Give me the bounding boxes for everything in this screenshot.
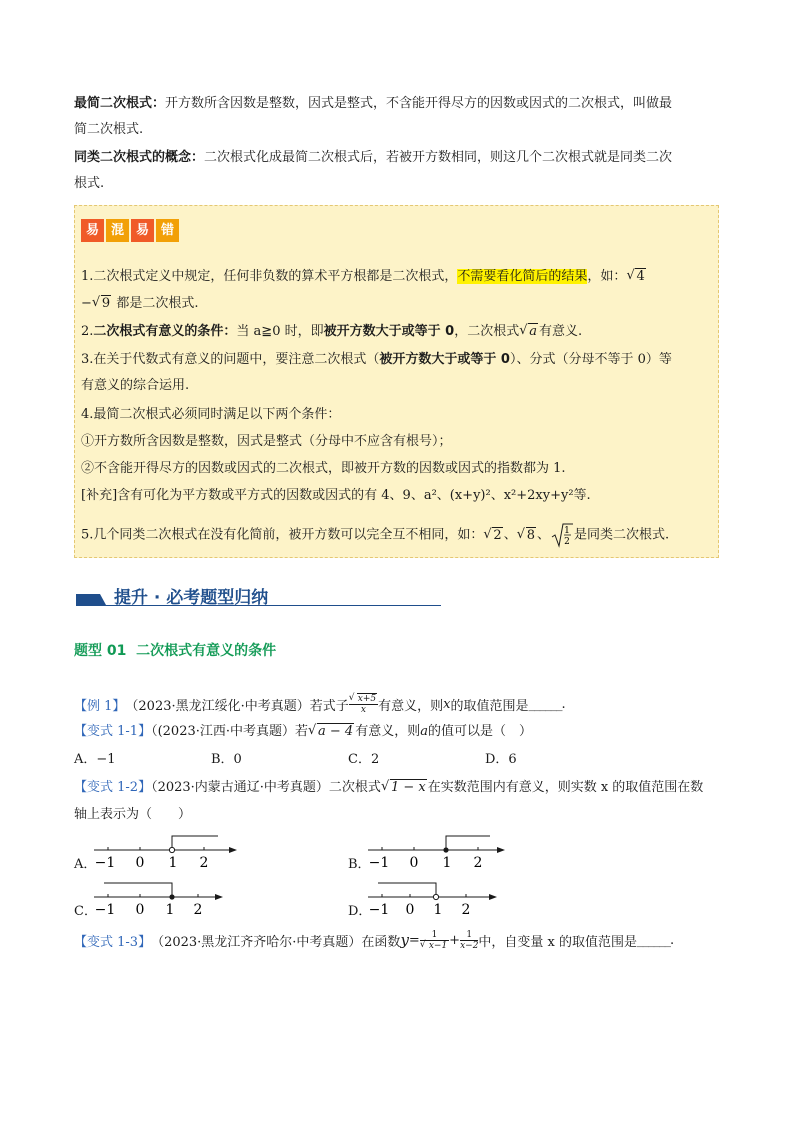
radicand: a bbox=[529, 324, 537, 339]
sqrt-a bbox=[520, 322, 538, 342]
sqrt-2 bbox=[484, 526, 502, 546]
number-line-d[interactable] bbox=[366, 880, 516, 918]
example-tail: 的取值范围是 bbox=[450, 698, 529, 714]
box-supplement: [补充]含有可化为平方数或平方式的因数或因式的有 4、9、a²、(x+y)²、x²+2xy+y²等. bbox=[81, 488, 591, 503]
type-title: 二次根式有意义的条件 bbox=[136, 643, 277, 659]
variant-1-1 bbox=[74, 722, 532, 742]
tick-label: 2 bbox=[473, 855, 483, 871]
variable-y: y bbox=[400, 931, 409, 949]
tag-char: 错 bbox=[156, 219, 179, 242]
radicand: a − 4 bbox=[318, 724, 354, 739]
box-point-5 bbox=[81, 522, 669, 548]
tick-label: −1 bbox=[368, 902, 390, 918]
box-point-3 bbox=[81, 350, 672, 370]
simplest-definition-cont: 简二次根式. bbox=[74, 122, 144, 137]
point-1-tail: ，如： bbox=[587, 269, 627, 284]
radicand: 8 bbox=[526, 527, 535, 543]
variant-tail: 的值可以是（ ） bbox=[427, 724, 532, 739]
radicand: x+5 bbox=[357, 693, 377, 704]
variant-1-3 bbox=[74, 926, 674, 954]
svg-text:1: 1 bbox=[564, 526, 570, 536]
tick-label: 2 bbox=[461, 902, 471, 918]
point-3-bold: 被开方数大于或等于 0 bbox=[379, 352, 510, 367]
numerator: 1 bbox=[431, 929, 438, 940]
number-line-c[interactable] bbox=[92, 880, 242, 918]
variant-source: （(2023·江西·中考真题）若 bbox=[151, 724, 308, 739]
option-c-label[interactable]: C． bbox=[74, 904, 97, 919]
variant-source: （2023·黑龙江齐齐哈尔·中考真题）在函数 bbox=[151, 934, 401, 950]
period: . bbox=[561, 696, 566, 712]
option-b[interactable]: B．0 bbox=[211, 752, 242, 767]
same-kind-definition-cont: 根式. bbox=[74, 176, 105, 191]
option-d[interactable]: D．6 bbox=[485, 752, 517, 767]
sqrt-8 bbox=[518, 526, 536, 546]
sqrt-9 bbox=[93, 294, 111, 314]
tick-label: 1 bbox=[168, 855, 178, 871]
variant-1-2-cont: 轴上表示为（ ） bbox=[74, 807, 192, 822]
separator: 、 bbox=[536, 527, 550, 543]
option-d-label[interactable]: D． bbox=[348, 904, 372, 919]
fraction-1-over-x2 bbox=[460, 930, 478, 951]
point-5-end: 是同类二次根式. bbox=[574, 527, 670, 543]
plus-sign: + bbox=[449, 932, 461, 948]
option-b-label[interactable]: B． bbox=[348, 857, 371, 872]
number-line-a[interactable] bbox=[92, 833, 242, 871]
variable-x: x bbox=[443, 696, 451, 712]
period: . bbox=[670, 932, 675, 948]
same-kind-definition bbox=[74, 148, 672, 168]
separator: 、 bbox=[503, 527, 517, 543]
option-a[interactable]: A．−1 bbox=[74, 752, 116, 767]
variant-tag: 【变式 1-3】 bbox=[74, 934, 152, 950]
highlight-text: 不需要看化简后的结果 bbox=[457, 269, 588, 284]
denominator: x−2 bbox=[460, 940, 479, 951]
example-tag: 【例 1】 bbox=[74, 698, 126, 714]
sqrt-x-minus-1 bbox=[421, 941, 448, 951]
svg-text:2: 2 bbox=[564, 537, 570, 547]
box-point-4: 4.最简二次根式必须同时满足以下两个条件： bbox=[81, 407, 341, 422]
fraction-1-over-sqrt bbox=[420, 930, 449, 951]
same-kind-body: 二次根式化成最简二次根式后，若被开方数相同，则这几个二次根式就是同类二次 bbox=[204, 150, 673, 165]
point-5-text: 5.几个同类二次根式在没有化简前，被开方数可以完全互不相同，如： bbox=[81, 527, 484, 543]
box-point-4-1: ①开方数所含因数是整数，因式是整式（分母中不应含有根号）； bbox=[81, 434, 452, 449]
point-2-text2: ，二次根式 bbox=[454, 324, 520, 339]
variable-a: a bbox=[420, 724, 428, 739]
option-c[interactable]: C．2 bbox=[348, 752, 380, 767]
variant-tag: 【变式 1-1】 bbox=[74, 724, 152, 739]
variant-mid: 有意义，则 bbox=[355, 724, 421, 739]
simplest-definition bbox=[74, 94, 672, 114]
type-label: 题型 01 bbox=[74, 643, 127, 659]
fraction-sqrt-x5-over-x bbox=[349, 694, 378, 715]
tick-label: 0 bbox=[135, 902, 145, 918]
denominator bbox=[420, 940, 449, 951]
box-point-2 bbox=[81, 322, 582, 342]
easy-mistake-tags bbox=[81, 219, 181, 242]
tick-label: 1 bbox=[433, 902, 443, 918]
sqrt-1-minus-x bbox=[382, 778, 427, 798]
point-3-tail: ）、分式（分母不等于 0）等 bbox=[509, 352, 672, 367]
point-2-bold2: 被开方数大于或等于 0 bbox=[323, 324, 455, 339]
numerator: 1 bbox=[466, 929, 473, 940]
radicand: 1 − x bbox=[390, 780, 426, 795]
tag-char: 易 bbox=[81, 219, 104, 242]
radicand: 4 bbox=[636, 269, 645, 284]
numerator bbox=[350, 694, 377, 704]
radicand: 9 bbox=[101, 296, 111, 311]
type-heading bbox=[74, 641, 276, 661]
box-point-4-2: ②不含能开得尽方的因数或因式的二次根式，即被开方数的因数或因式的指数都为 1. bbox=[81, 461, 566, 476]
radicand: x−1 bbox=[428, 940, 448, 951]
point-2-num: 2. bbox=[81, 324, 94, 339]
tick-label: 0 bbox=[135, 855, 145, 871]
example-mid: 有意义，则 bbox=[378, 698, 444, 714]
number-line-b[interactable] bbox=[366, 833, 516, 871]
tick-label: 1 bbox=[442, 855, 452, 871]
option-a-label[interactable]: A． bbox=[74, 857, 97, 872]
tick-label: 0 bbox=[409, 855, 419, 871]
example-source: （2023·黑龙江绥化·中考真题）若式子 bbox=[125, 698, 349, 714]
tick-label: −1 bbox=[368, 855, 390, 871]
box-point-1 bbox=[81, 267, 647, 287]
tick-label: −1 bbox=[94, 902, 116, 918]
variant-tail: 中，自变量 x 的取值范围是 bbox=[478, 934, 638, 950]
tick-label: 2 bbox=[199, 855, 209, 871]
simplest-term: 最简二次根式： bbox=[74, 96, 166, 111]
answer-blank: ______ bbox=[528, 696, 562, 712]
same-kind-term: 同类二次根式的概念： bbox=[74, 150, 205, 165]
tick-label: 1 bbox=[165, 902, 175, 918]
variant-1-2 bbox=[74, 778, 703, 798]
tag-char: 易 bbox=[131, 219, 154, 242]
variant-tail: 在实数范围内有意义，则实数 x 的取值范围在数 bbox=[427, 780, 704, 795]
simplest-body: 开方数所含因数是整数，因式是整式，不含能开得尽方的因数或因式的二次根式，叫做最 bbox=[165, 96, 673, 111]
denominator: x bbox=[349, 704, 378, 715]
equals-sign: = bbox=[408, 932, 420, 948]
section-title: 提升 · 必考题型归纳 bbox=[114, 588, 269, 608]
tag-char: 混 bbox=[106, 219, 129, 242]
tick-label: −1 bbox=[94, 855, 116, 871]
point-1-text: 1.二次根式定义中规定，任何非负数的算术平方根都是二次根式， bbox=[81, 269, 458, 284]
sqrt-a-minus-4 bbox=[309, 722, 354, 742]
point-2-end: 有意义. bbox=[538, 324, 583, 339]
point-3-text: 3.在关于代数式有意义的问题中，要注意二次根式（ bbox=[81, 352, 380, 367]
tick-label: 0 bbox=[405, 902, 415, 918]
point-1-end: 都是二次根式. bbox=[112, 296, 199, 311]
sqrt-4 bbox=[627, 267, 645, 287]
point-2-text: 当 a≧0 时，即 bbox=[236, 324, 324, 339]
variant-source: （2023·内蒙古通辽·中考真题）二次根式 bbox=[151, 780, 381, 795]
point-2-bold: 二次根式有意义的条件： bbox=[93, 324, 237, 339]
minus-sign: − bbox=[81, 296, 92, 311]
box-point-3-cont: 有意义的综合运用. bbox=[81, 378, 190, 393]
section-header bbox=[76, 585, 441, 607]
box-point-1-cont bbox=[81, 294, 198, 314]
tick-label: 2 bbox=[193, 902, 203, 918]
example-1 bbox=[74, 691, 566, 717]
answer-blank: ______ bbox=[637, 932, 671, 948]
sqrt-one-half bbox=[551, 522, 573, 548]
radicand: 2 bbox=[493, 527, 502, 543]
variant-tag: 【变式 1-2】 bbox=[74, 780, 152, 795]
